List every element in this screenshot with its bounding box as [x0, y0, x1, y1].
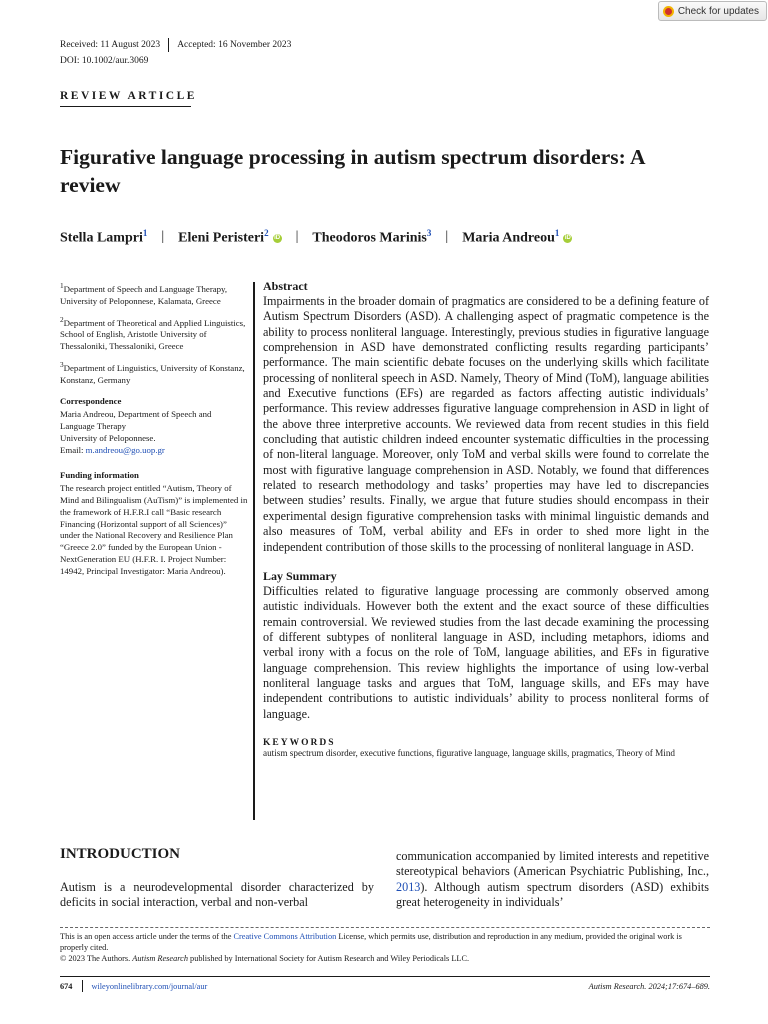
sidebar — [60, 280, 248, 578]
affiliation-number: 1 — [60, 281, 64, 290]
author-name: Eleni Peristeri — [178, 230, 265, 246]
check-for-updates-button[interactable] — [658, 1, 767, 21]
copyright-text: published by International Society for Autism Research and Wiley Periodicals LLC. — [187, 954, 470, 963]
affiliation-text: Department of Speech and Language Therapy, University of Peloponnese, Kalamata, Greece — [60, 283, 228, 306]
lay-summary-heading: Lay Summary — [263, 568, 337, 583]
author-separator: | — [445, 229, 449, 245]
journal-citation: Autism Research. 2024;17:674–689. — [588, 981, 710, 991]
license-notice — [60, 931, 710, 964]
footer-divider — [82, 980, 83, 992]
correspondence-email-line — [60, 445, 248, 457]
introduction-heading: INTRODUCTION — [60, 846, 181, 862]
author-separator: | — [295, 229, 299, 245]
footer-rule — [60, 976, 710, 977]
page-footer — [60, 980, 710, 992]
article-title: Figurative language processing in autism spectrum disorders: A review — [60, 145, 645, 197]
email-link[interactable]: m.andreou@go.uop.gr — [85, 444, 165, 455]
author[interactable] — [60, 228, 147, 247]
doi: DOI: 10.1002/aur.3069 — [60, 56, 149, 66]
author-affiliation-mark: 3 — [426, 228, 432, 238]
author[interactable] — [178, 228, 281, 247]
page-number: 674 — [60, 981, 73, 991]
correspondence-heading: Correspondence — [60, 396, 122, 407]
license-divider — [60, 927, 710, 928]
intro-text-part: communication accompanied by limited interests and repetitive stereotypical behaviors (American Psychiatric Publishing, Inc., — [396, 849, 709, 879]
keywords-heading: KEYWORDS — [263, 737, 336, 748]
crossmark-icon — [663, 6, 674, 17]
funding-text: The research project entitled “Autism, Theory of Mind and Bilingualism (AuTism)” is implemented in the framework of H.F.R.I call “Basic research Financing (Horizontal support of all Sciences)” under the National Recovery and Resilience Plan “Greece 2.0” funded by the European Union -NextGeneration EU (H.F.R. I. Project Number: 14942, Principal Investigator: Maria Andreou). — [60, 483, 248, 576]
date-divider — [168, 38, 169, 52]
affiliation-text: Department of Theoretical and Applied Linguistics, School of English, Aristotle University of Thessaloniki, Thessaloniki, Greece — [60, 317, 246, 352]
author-affiliation-mark: 1 — [554, 228, 560, 238]
copyright-text: © 2023 The Authors. — [60, 954, 133, 963]
abstract-text: Impairments in the broader domain of pragmatics are considered to be a defining feature of Autism Spectrum Disorders (ASD). A challenging aspect of pragmatic competence is the ability to process nonliteral language. Interestingly, previous studies in figurative language comprehension in ASD have demonstrated conflicting results regarding participants’ performance. The main scientific debate focuses on the underlying skills which facilitate processing of nonliteral speech in ASD. Namely, Theory of Mind (ToM), language abilities and Executive functions (EFs) are regarded as factors affecting autistic individuals’ performance. This review addresses figurative language comprehension in ASD in light of the above three interpretive accounts. We reviewed data from recent studies in this field concluding that autistic children indeed encounter systematic difficulties in the processing of non-literal language. Moreover, only ToM and verbal skills were found to correlate the most with figurative language comprehension in ASD. Notably, we found that differences related to research methodology and tasks’ properties may have led to discrepancies between studies’ results. Finally, we argue that future studies should encompass in their experimental design figurative comprehension tasks with minimal linguistic demands and also measures of ToM, verbal ability and EFs in order to shed more light in the independent contribution of those skills to the processing of nonliteral language in ASD. — [263, 294, 709, 554]
journal-name: Autism Research — [132, 954, 188, 963]
affiliation — [60, 314, 248, 353]
author-name: Theodoros Marinis — [312, 230, 427, 246]
lay-summary-text: Difficulties related to figurative language processing are commonly observed among autistic individuals. However both the extent and the exact source of these difficulties remain controversial. We reviewed studies from the last decade examining the processing of different subtypes of nonliteral language in ASD, including metaphors, idioms and verbal irony with a focus on the role of ToM, language abilities, and EFs in figurative language comprehension. This review highlights the importance of using low-verbal nonliteral language tasks and argues that ToM, language skills, and EFs may have independent contributions to autistic individuals’ ability to process nonliteral forms of language. — [263, 583, 709, 721]
date-line — [60, 38, 291, 52]
intro-text-part: ). Although autism spectrum disorders (ASD) exhibits great heterogeneity in individuals’ — [396, 879, 709, 910]
introduction-left-text: Autism is a neurodevelopmental disorder characterized by deficits in social interaction, verbal and non-verbal — [60, 880, 374, 910]
funding-heading: Funding information — [60, 470, 139, 481]
author-name: Stella Lampri — [60, 230, 143, 246]
license-link[interactable]: Creative Commons Attribution — [233, 932, 337, 941]
license-text: License, which permits use, distribution and reproduction in any medium, provided the original work is properly cited. — [60, 932, 682, 952]
author[interactable] — [462, 228, 572, 247]
journal-url-link[interactable]: wileyonlinelibrary.com/journal/aur — [91, 981, 208, 991]
article-type: REVIEW ARTICLE — [60, 90, 197, 102]
orcid-icon[interactable]: iD — [274, 234, 281, 241]
email-label: Email: — [60, 444, 86, 455]
correspondence-line: Maria Andreou, Department of Speech and — [60, 409, 212, 420]
orcid-icon[interactable]: iD — [564, 234, 571, 241]
citation-link[interactable]: 2013 — [396, 879, 421, 894]
abstract-heading: Abstract — [263, 279, 308, 293]
check-for-updates-label: Check for updates — [677, 5, 759, 17]
affiliation-text: Department of Linguistics, University of Konstanz, Konstanz, Germany — [60, 362, 245, 385]
affiliation-number: 3 — [60, 359, 64, 369]
affiliation — [60, 280, 248, 308]
author-separator: | — [161, 229, 165, 245]
column-divider — [253, 282, 255, 820]
abstract-column — [263, 279, 709, 759]
copyright-line — [60, 953, 710, 964]
correspondence-line: University of Peloponnese. — [60, 432, 156, 443]
accepted-date: Accepted: 16 November 2023 — [177, 40, 292, 50]
received-date: Received: 11 August 2023 — [60, 40, 161, 50]
author-affiliation-mark: 1 — [142, 228, 148, 238]
affiliation-number: 2 — [60, 314, 64, 324]
introduction-right-text — [396, 849, 709, 910]
affiliation — [60, 359, 248, 387]
author-name: Maria Andreou — [462, 230, 555, 246]
license-line — [60, 931, 710, 953]
correspondence-line: Language Therapy — [60, 420, 127, 431]
license-text: This is an open access article under the terms of the — [60, 932, 234, 941]
author-list — [60, 228, 572, 247]
author-affiliation-mark: 2 — [264, 228, 269, 238]
article-type-underline — [60, 106, 191, 107]
keywords-text: autism spectrum disorder, executive functions, figurative language, language skills, pragmatics, Theory of Mind — [263, 747, 676, 758]
author[interactable] — [312, 228, 431, 247]
